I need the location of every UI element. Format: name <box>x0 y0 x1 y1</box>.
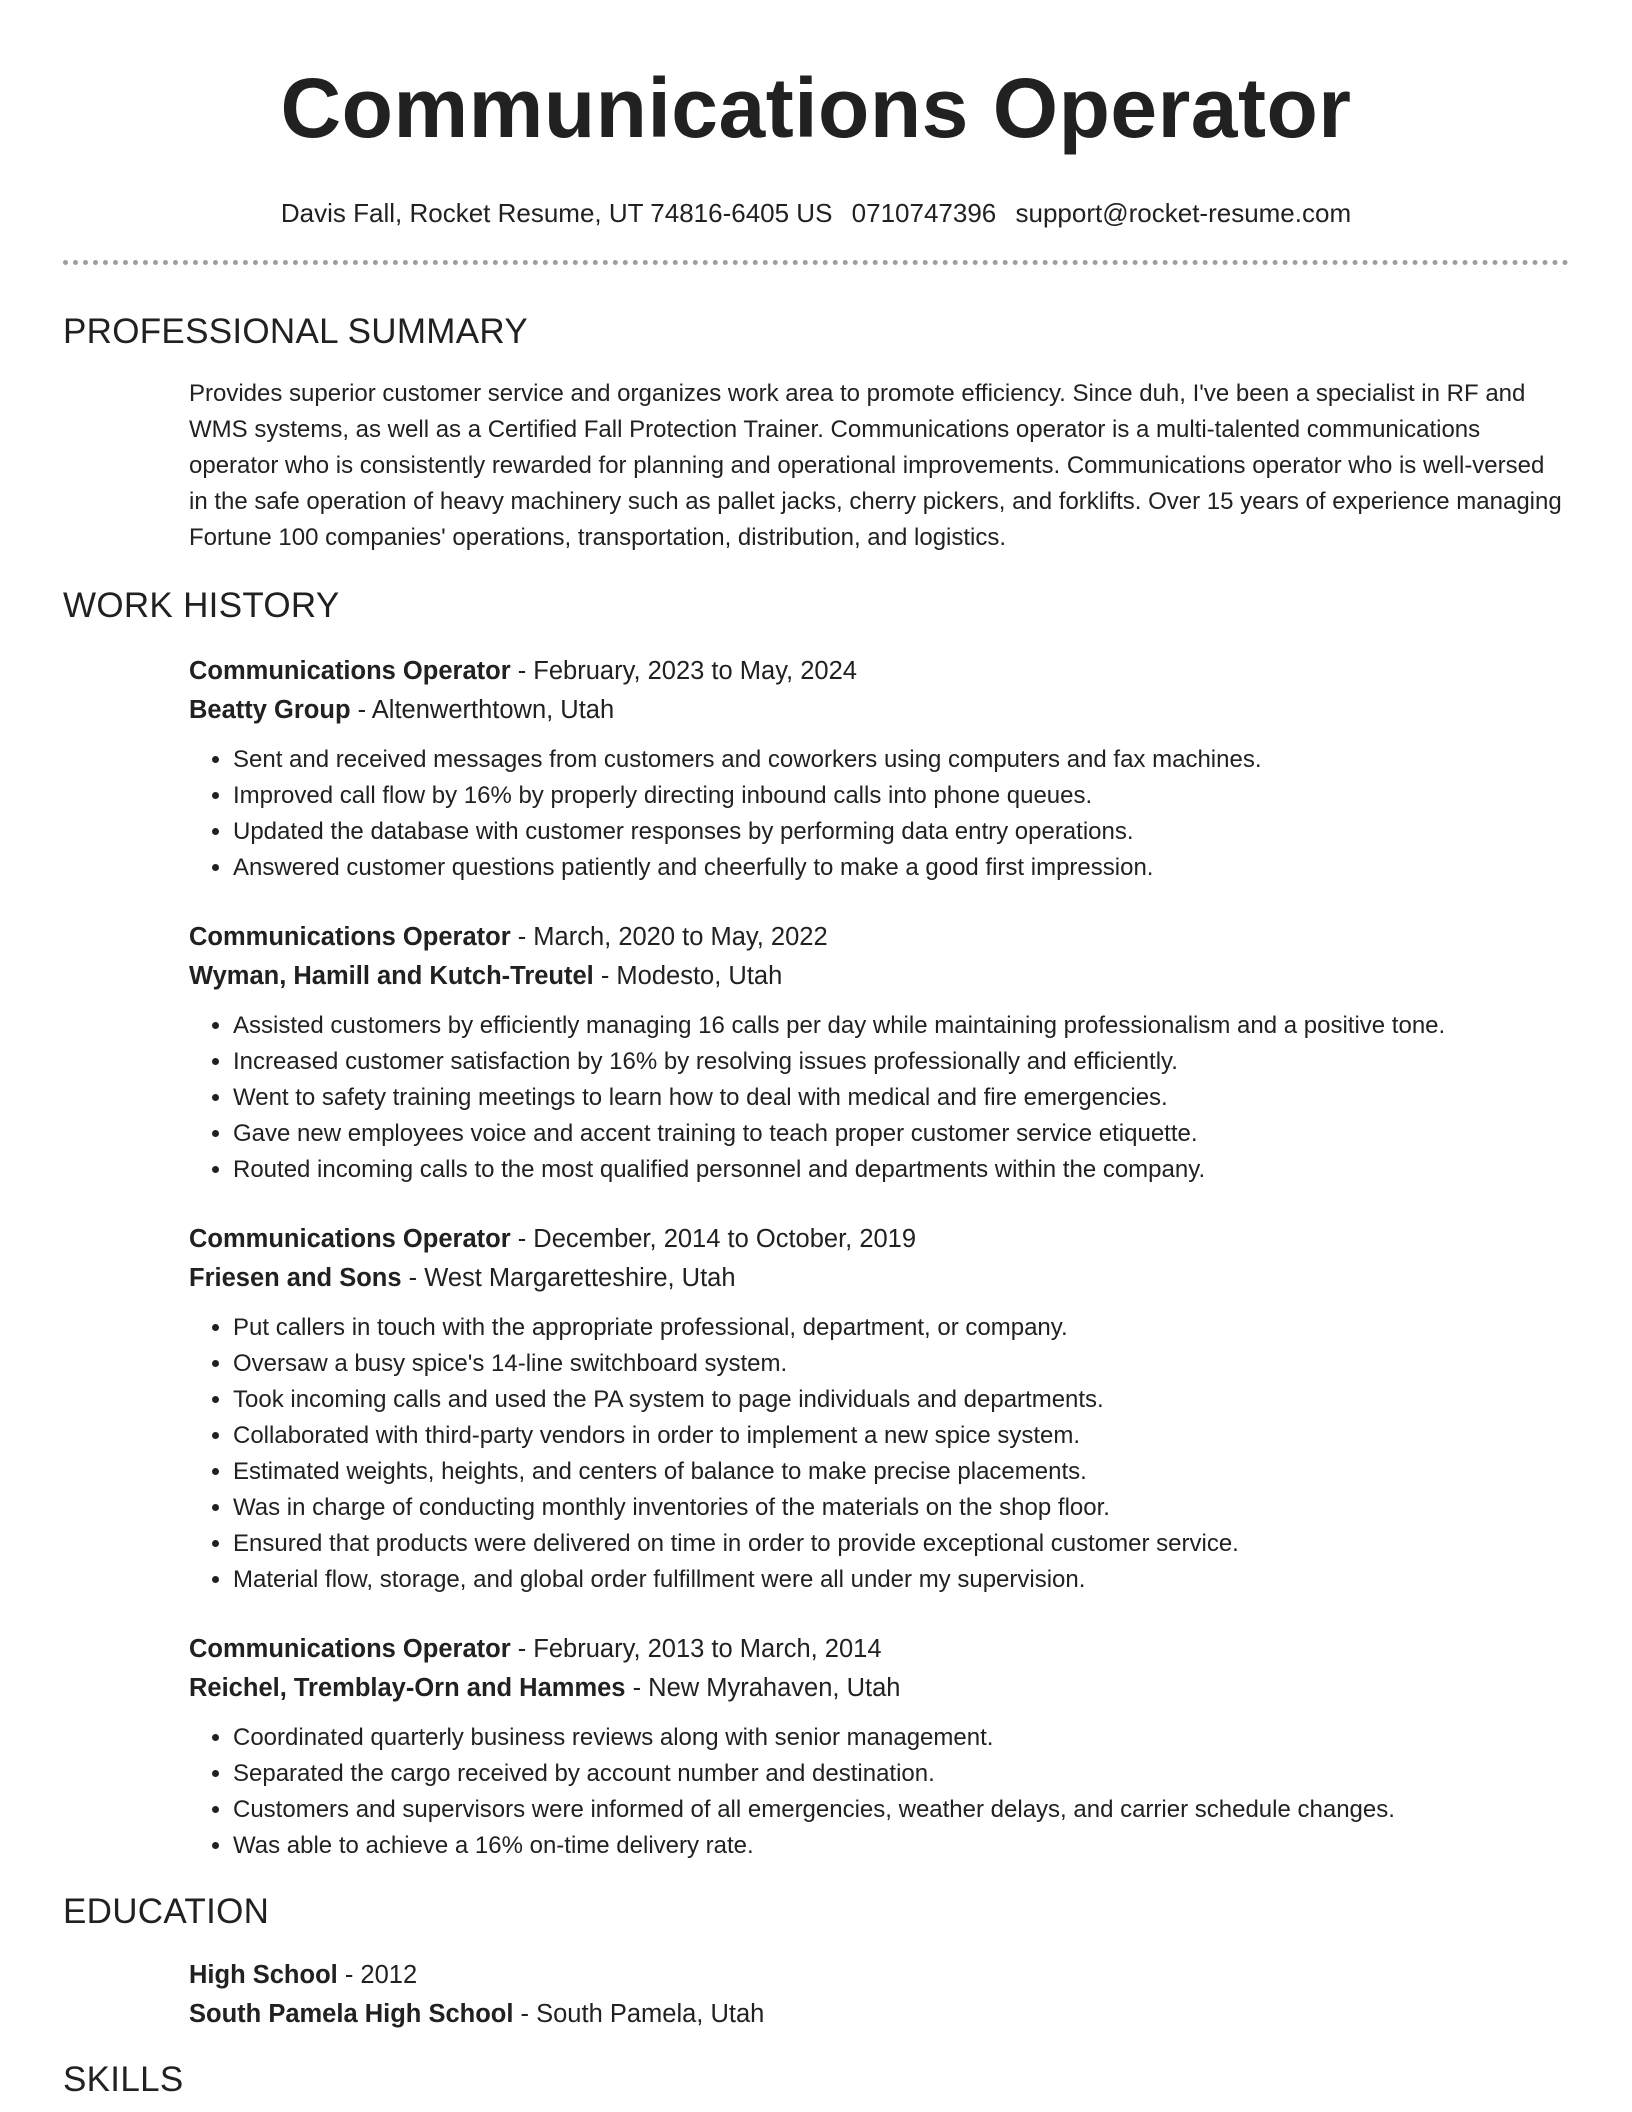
job-entry <box>189 1630 1569 1864</box>
job-company-line <box>189 1259 1569 1298</box>
contact-email: support@rocket-resume.com <box>1015 198 1352 228</box>
job-location: - New Myrahaven, Utah <box>625 1674 901 1702</box>
job-company-line <box>189 1669 1569 1708</box>
job-bullet: • Routed incoming calls to the most qualified personnel and departments within the company. <box>233 1152 1569 1188</box>
job-bullet: • Increased customer satisfaction by 16% by resolving issues professionally and efficiently. <box>233 1044 1569 1080</box>
job-role: Communications Operator <box>189 1635 511 1663</box>
job-role-line <box>189 1220 1569 1259</box>
job-company-line <box>189 691 1569 730</box>
job-bullet: • Answered customer questions patiently and cheerfully to make a good first impression. <box>233 850 1569 886</box>
contact-line <box>63 196 1569 230</box>
job-role: Communications Operator <box>189 923 511 951</box>
contact-address: Davis Fall, Rocket Resume, UT 74816-6405 US <box>280 198 833 228</box>
education-degree-line <box>189 1956 1569 1995</box>
job-company: Wyman, Hamill and Kutch-Treutel <box>189 962 594 990</box>
job-location: - West Margaretteshire, Utah <box>401 1264 736 1292</box>
header-divider <box>63 260 1569 265</box>
job-role: Communications Operator <box>189 657 511 685</box>
job-bullet: • Separated the cargo received by account number and destination. <box>233 1756 1569 1792</box>
section-title-skills: SKILLS <box>63 2060 184 2099</box>
job-entry <box>189 1220 1569 1598</box>
education-school-line <box>189 1995 1569 2034</box>
job-company: Reichel, Tremblay-Orn and Hammes <box>189 1674 626 1702</box>
education-year: - 2012 <box>337 1961 418 1989</box>
job-bullets <box>189 1008 1569 1188</box>
job-bullets <box>189 1310 1569 1598</box>
job-bullets <box>189 742 1569 886</box>
job-entry <box>189 918 1569 1188</box>
resume-name: Communications Operator <box>280 61 1352 155</box>
contact-phone: 0710747396 <box>851 198 997 228</box>
job-bullet: • Put callers in touch with the appropriate professional, department, or company. <box>233 1310 1569 1346</box>
job-bullet: • Improved call flow by 16% by properly directing inbound calls into phone queues. <box>233 778 1569 814</box>
job-company-line <box>189 957 1569 996</box>
job-bullet: • Customers and supervisors were informed of all emergencies, weather delays, and carrier schedule changes. <box>233 1792 1569 1828</box>
job-bullet: • Updated the database with customer responses by performing data entry operations. <box>233 814 1569 850</box>
summary-text: Provides superior customer service and organizes work area to promote efficiency. Since duh, I've been a specialist in RF and WMS systems, as well as a Certified Fall Protection Trainer. Communications operator is a multi-talented communications operator who is consistently rewarded for planning and operational improvements. Communications operator who is well-versed in the safe operation of heavy machinery such as pallet jacks, cherry pickers, and forklifts. Over 15 years of experience managing Fortune 100 companies' operations, transportation, distribution, and logistics. <box>189 380 1562 551</box>
job-dates: - February, 2013 to March, 2014 <box>510 1635 882 1663</box>
education-degree: High School <box>189 1961 338 1989</box>
job-entry <box>189 652 1569 886</box>
job-bullet: • Oversaw a busy spice's 14-line switchboard system. <box>233 1346 1569 1382</box>
job-role-line <box>189 918 1569 957</box>
job-bullet: • Went to safety training meetings to learn how to deal with medical and fire emergencies. <box>233 1080 1569 1116</box>
job-bullet: • Collaborated with third-party vendors in order to implement a new spice system. <box>233 1418 1569 1454</box>
job-role-line <box>189 652 1569 691</box>
education-school: South Pamela High School <box>189 2000 514 2028</box>
job-dates: - December, 2014 to October, 2019 <box>510 1225 917 1253</box>
job-bullets <box>189 1720 1569 1864</box>
job-location: - Altenwerthtown, Utah <box>350 696 615 724</box>
job-bullet: • Took incoming calls and used the PA system to page individuals and departments. <box>233 1382 1569 1418</box>
job-role: Communications Operator <box>189 1225 511 1253</box>
job-company: Beatty Group <box>189 696 351 724</box>
job-bullet: • Material flow, storage, and global order fulfillment were all under my supervision. <box>233 1562 1569 1598</box>
education-location: - South Pamela, Utah <box>513 2000 765 2028</box>
section-title-summary: PROFESSIONAL SUMMARY <box>63 312 528 351</box>
job-bullet: • Estimated weights, heights, and centers of balance to make precise placements. <box>233 1454 1569 1490</box>
job-company: Friesen and Sons <box>189 1264 402 1292</box>
job-bullet: • Coordinated quarterly business reviews along with senior management. <box>233 1720 1569 1756</box>
job-dates: - March, 2020 to May, 2022 <box>510 923 828 951</box>
work-history-list <box>189 652 1569 1864</box>
job-bullet: • Ensured that products were delivered on time in order to provide exceptional customer service. <box>233 1526 1569 1562</box>
job-dates: - February, 2023 to May, 2024 <box>510 657 857 685</box>
job-bullet: • Was able to achieve a 16% on-time delivery rate. <box>233 1828 1569 1864</box>
section-title-work-history: WORK HISTORY <box>63 586 340 625</box>
job-location: - Modesto, Utah <box>593 962 783 990</box>
education-entry <box>189 1956 1569 2034</box>
job-bullet: • Was in charge of conducting monthly inventories of the materials on the shop floor. <box>233 1490 1569 1526</box>
job-bullet: • Assisted customers by efficiently managing 16 calls per day while maintaining professionalism and a positive tone. <box>233 1008 1569 1044</box>
job-bullet: • Gave new employees voice and accent training to teach proper customer service etiquette. <box>233 1116 1569 1152</box>
section-title-education: EDUCATION <box>63 1892 270 1931</box>
job-role-line <box>189 1630 1569 1669</box>
job-bullet: • Sent and received messages from customers and coworkers using computers and fax machines. <box>233 742 1569 778</box>
